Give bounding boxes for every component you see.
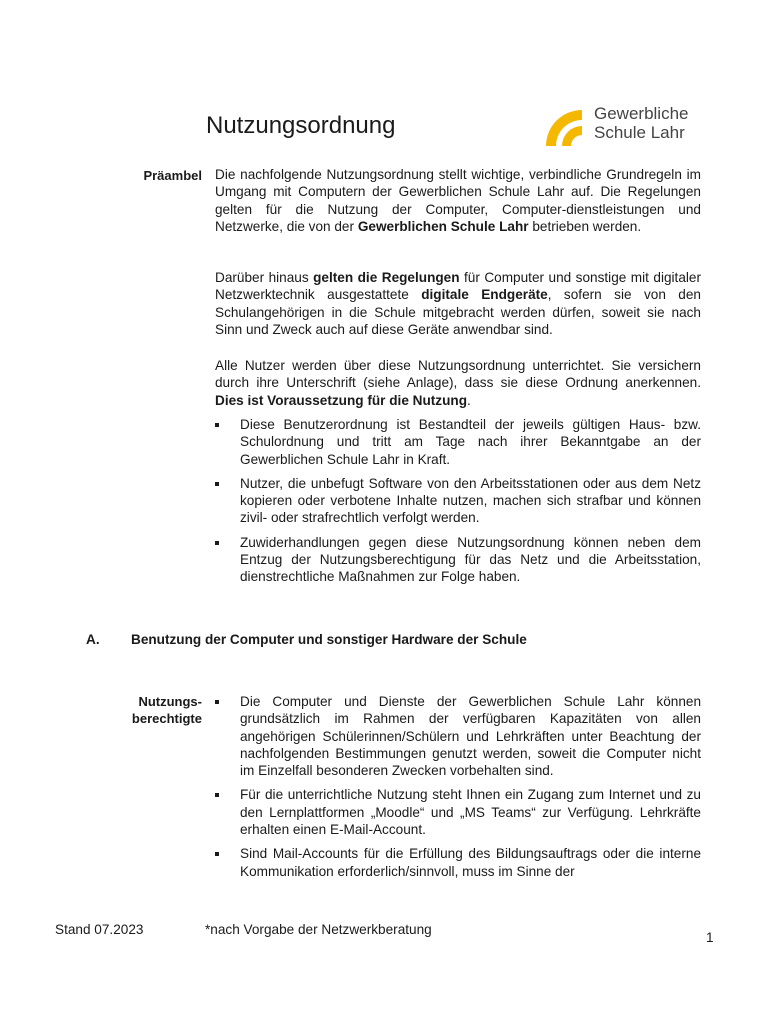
section-title: Benutzung der Computer und sonstiger Hardware der Schule (131, 632, 527, 647)
logo-arcs-icon (544, 108, 588, 148)
list-item (215, 693, 701, 779)
bullet-text: Die Computer und Dienste der Gewerblichen Schule Lahr können grundsätzlich im Rahmen der verfügbaren Kapazitäten von allen angehörigen Schülerinnen/Schülern und Lehrkräften unter Beachtung der nachfolgenden Bestimmungen genutzt werden, soweit die Computer nicht im Einzelfall besonderen Zwecken vorbehalten sind. (240, 694, 701, 779)
preamble-paragraph-1 (215, 166, 701, 235)
bullet-text: Nutzer, die unbefugt Software von den Arbeitsstationen oder aus dem Netz kopieren oder verbotene Inhalte nutzen, machen sich strafbar und können zivil- oder strafrechtlich verfolgt werden. (240, 475, 701, 526)
list-item (215, 475, 701, 527)
bullet-square-icon (215, 541, 219, 545)
preamble-p1-end: betrieben werden. (528, 218, 642, 234)
preamble-p1-bold: Gewerblichen Schule Lahr (357, 218, 529, 234)
page-number: 1 (706, 930, 714, 945)
preamble-paragraph-2 (215, 269, 701, 338)
preamble-p3-end: . (467, 392, 471, 408)
logo-line-1: Gewerbliche (594, 104, 689, 123)
preamble-p3-text: Alle Nutzer werden über diese Nutzungsordnung unterrichtet. Sie versichern durch ihre Unterschrift (siehe Anlage), dass sie diese Ordnung anerkennen. (215, 358, 701, 391)
preamble-p1-text: Die nachfolgende Nutzungsordnung stellt wichtige, verbindliche Grundregeln im Umgang mit Computern der Gewerblichen Schule Lahr auf. Die Regelungen gelten für die Nutzung der Computer, Computer-dienstleistungen und Netzwerke, die von der (215, 167, 701, 234)
logo-line-2: Schule Lahr (594, 123, 685, 142)
bullet-text: Diese Benutzerordnung ist Bestandteil der jeweils gültigen Haus- bzw. Schulordnung und tritt am Tage nach ihrer Bekanntgabe an der Gewerblichen Schule Lahr in Kraft. (240, 417, 701, 467)
preamble-label: Präambel (143, 168, 202, 183)
list-item (215, 845, 701, 880)
preamble-bullet-list (215, 416, 701, 586)
bullet-text: Zuwiderhandlungen gegen diese Nutzungsordnung können neben dem Entzug der Nutzungsberechtigung für das Netz und die Arbeitsstation, dienstrechtliche Maßnahmen zur Folge haben. (240, 534, 701, 585)
preamble-p2-c: für Computer und sonstige mit digitaler Netzwerktechnik ausgestattete (215, 270, 701, 303)
logo-text (594, 104, 689, 142)
footer-note: *nach Vorgabe der Netzwerkberatung (205, 922, 432, 937)
section-letter: A. (86, 632, 100, 647)
list-item (215, 416, 701, 468)
page-title: Nutzungsordnung (206, 112, 396, 139)
users-label (128, 693, 202, 727)
preamble-p2-b: gelten die Regelungen (313, 270, 460, 285)
users-label-line-1: Nutzungs- (138, 694, 202, 709)
section-a-bullet-list (215, 693, 701, 880)
bullet-square-icon (215, 423, 219, 427)
footer-stand: Stand 07.2023 (55, 922, 144, 937)
bullet-text: Für die unterrichtliche Nutzung steht Ihnen ein Zugang zum Internet und zu den Lernplattformen „Moodle“ und „MS Teams“ zur Verfügung. Lehrkräfte erhalten einen E-Mail-Account. (240, 787, 701, 838)
bullet-square-icon (215, 852, 219, 856)
preamble-p2-e: , sofern sie von den Schulangehörigen in die Schule mitgebracht werden dürfen, soweit sie nach Sinn und Zweck auch auf diese Geräte anwendbar sind. (215, 287, 701, 337)
preamble-paragraph-3 (215, 357, 701, 409)
bullet-square-icon (215, 793, 219, 797)
bullet-text: Sind Mail-Accounts für die Erfüllung des Bildungsauftrags oder die interne Kommunikation erforderlich/sinnvoll, muss im Sinne der (240, 846, 701, 879)
preamble-p2-a: Darüber hinaus (215, 270, 314, 285)
list-item (215, 534, 701, 586)
list-item (215, 786, 701, 838)
bullet-square-icon (215, 700, 219, 704)
bullet-square-icon (215, 482, 219, 486)
preamble-p3-bold: Dies ist Voraussetzung für die Nutzung (215, 392, 468, 408)
preamble-p2-d: digitale Endgeräte (421, 287, 548, 303)
users-label-line-2: berechtigte (131, 711, 202, 726)
school-logo (544, 104, 704, 150)
